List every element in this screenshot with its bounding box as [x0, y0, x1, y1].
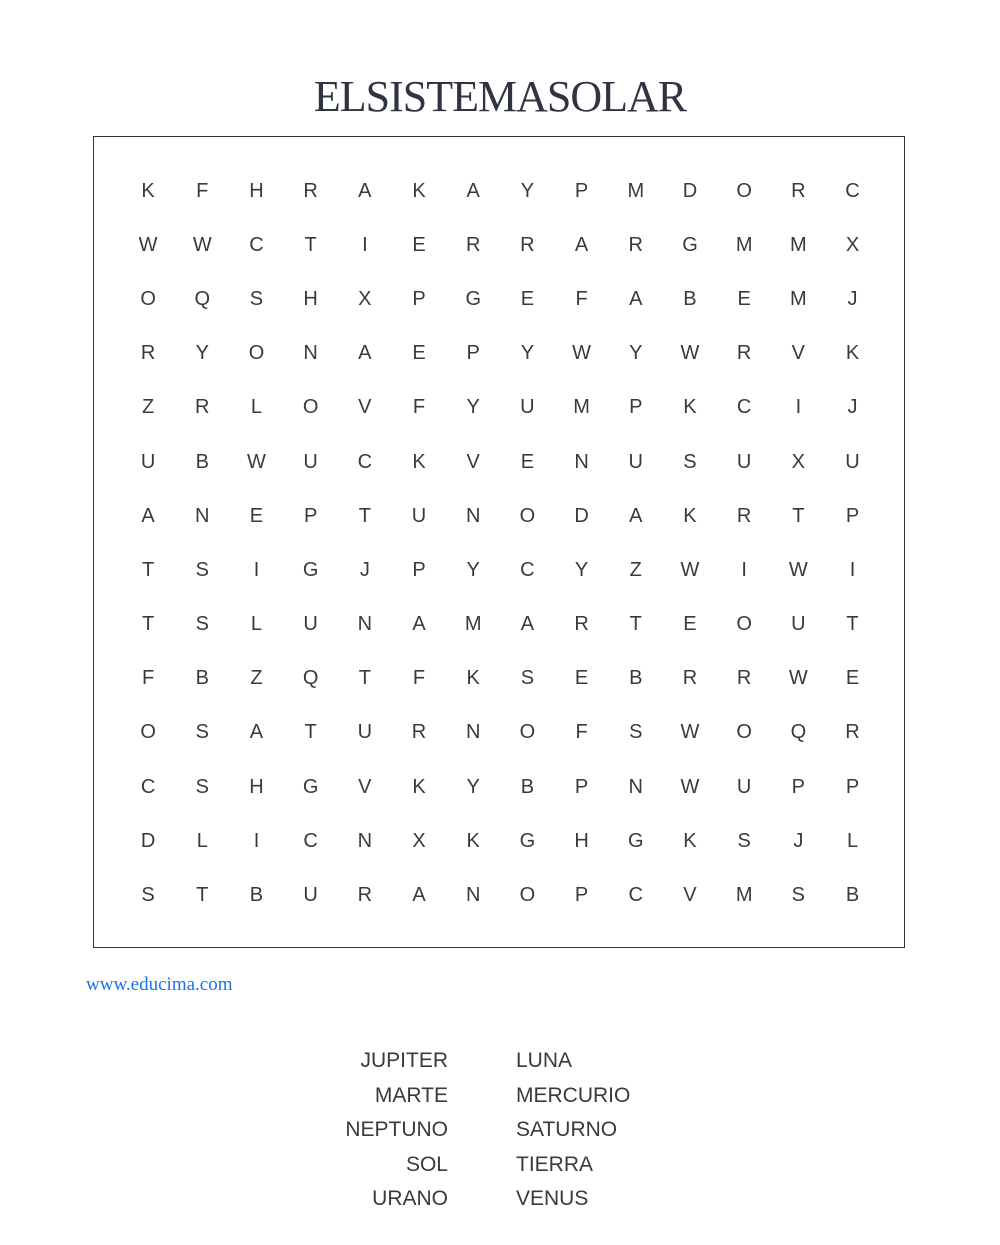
grid-letter: A [629, 287, 643, 310]
grid-letter: E [412, 342, 426, 365]
grid-letter: C [140, 775, 156, 798]
grid-letter: M [735, 884, 753, 907]
grid-letter: S [249, 287, 264, 310]
grid-letter: I [362, 233, 368, 256]
grid-letter: P [574, 884, 589, 907]
grid-letter: U [303, 613, 318, 636]
grid-letter: E [845, 667, 860, 690]
grid-letter: S [195, 558, 209, 581]
grid-letter: K [412, 450, 426, 473]
grid-letter: P [845, 504, 860, 527]
grid-letter: T [196, 884, 209, 907]
grid-letter: U [411, 504, 427, 527]
word-list-item: URANO [372, 1187, 448, 1211]
grid-letter: B [520, 775, 535, 798]
grid-letter: S [195, 721, 209, 744]
grid-letter: R [195, 396, 210, 419]
grid-letter: O [248, 342, 265, 365]
grid-letter: D [574, 504, 589, 527]
grid-letter: D [140, 829, 156, 852]
grid-letter: R [845, 721, 860, 744]
grid-letter: E [737, 287, 751, 310]
grid-letter: M [790, 287, 807, 310]
grid-letter: C [628, 884, 643, 907]
grid-letter: H [303, 287, 318, 310]
grid-letter: Y [629, 342, 643, 365]
grid-letter: A [358, 342, 372, 365]
grid-letter: J [847, 287, 858, 310]
grid-letter: I [795, 396, 802, 419]
grid-letter: A [574, 233, 589, 256]
grid-letter: E [520, 450, 535, 473]
word-list-item: NEPTUNO [345, 1118, 448, 1142]
word-list-item: TIERRA [516, 1152, 594, 1176]
grid-letter: W [680, 342, 700, 365]
grid-letter: F [575, 287, 588, 310]
grid-letter: R [791, 179, 806, 202]
grid-letter: Y [520, 342, 535, 365]
grid-letter: A [249, 721, 264, 744]
grid-letter: A [466, 179, 480, 202]
grid-letter: O [302, 396, 319, 419]
grid-letter: W [572, 342, 592, 365]
grid-letter: P [412, 287, 426, 310]
grid-letter: U [736, 775, 752, 798]
grid-letter: B [683, 287, 697, 310]
grid-letter: F [412, 667, 426, 690]
grid-letter: M [573, 396, 590, 419]
grid-letter: J [359, 558, 370, 581]
grid-letter: S [195, 613, 209, 636]
word-list-item: JUPITER [360, 1049, 448, 1072]
grid-letter: P [845, 775, 860, 798]
grid-letter: C [736, 396, 752, 419]
grid-letter: J [847, 396, 858, 419]
grid-letter: N [195, 504, 210, 527]
grid-letter: G [682, 233, 698, 256]
grid-letter: U [357, 721, 373, 744]
grid-letter: W [788, 667, 808, 690]
grid-letter: Y [574, 558, 589, 581]
grid-letter: A [141, 504, 155, 527]
grid-letter: V [683, 884, 697, 907]
grid-letter: N [465, 721, 481, 744]
grid-letter: T [304, 233, 317, 256]
grid-letter: T [141, 558, 155, 581]
grid-letter: M [464, 613, 482, 636]
grid-letter: Q [302, 667, 319, 690]
grid-letter: A [412, 613, 426, 636]
grid-letter: A [629, 504, 643, 527]
grid-letter: I [849, 558, 856, 581]
grid-letter: N [303, 342, 318, 365]
grid-letter: O [519, 721, 536, 744]
grid-letter: K [683, 396, 697, 419]
grid-letter: O [736, 721, 752, 744]
grid-letter: N [574, 450, 589, 473]
grid-letter: T [792, 504, 805, 527]
grid-letter: P [466, 342, 480, 365]
grid-letter: Z [141, 396, 155, 419]
grid-letter: T [629, 613, 642, 636]
grid-letter: E [520, 287, 535, 310]
grid-letter: Y [520, 179, 535, 202]
grid-letter: L [250, 396, 263, 419]
grid-letter: Y [466, 775, 480, 798]
word-search-grid [93, 136, 905, 948]
grid-letter: L [250, 613, 263, 636]
grid-letter: U [520, 396, 535, 419]
grid-letter: B [195, 667, 209, 690]
grid-letter: B [845, 884, 860, 907]
grid-letter: O [519, 884, 536, 907]
grid-letter: I [253, 558, 260, 581]
grid-letter: S [141, 884, 155, 907]
grid-letter: X [845, 233, 860, 256]
grid-letter: V [791, 342, 806, 365]
grid-letter: G [302, 558, 319, 581]
grid-letter: C [520, 558, 535, 581]
word-list-item: SATURNO [516, 1118, 618, 1142]
grid-letter: K [683, 504, 697, 527]
grid-letter: D [682, 179, 698, 202]
grid-letter: H [249, 179, 264, 202]
grid-letter: B [249, 884, 264, 907]
grid-letter: T [304, 721, 317, 744]
grid-letter: S [791, 884, 806, 907]
grid-letter: T [141, 613, 155, 636]
grid-letter: U [303, 450, 318, 473]
grid-letter: O [736, 179, 752, 202]
grid-letter: R [682, 667, 698, 690]
grid-letter: K [845, 342, 860, 365]
grid-letter: G [519, 829, 536, 852]
grid-letter: M [627, 179, 645, 202]
grid-letter: S [683, 450, 697, 473]
grid-letter: P [574, 775, 589, 798]
grid-letter: R [628, 233, 643, 256]
word-list-item: LUNA [516, 1049, 573, 1072]
grid-letter: O [736, 613, 752, 636]
grid-letter: O [519, 504, 536, 527]
grid-letter: U [140, 450, 156, 473]
grid-letter: G [628, 829, 644, 852]
grid-letter: J [793, 829, 804, 852]
grid-letter: W [138, 233, 158, 256]
word-list-item: VENUS [516, 1187, 589, 1211]
grid-letter: Y [195, 342, 209, 365]
grid-letter: P [791, 775, 806, 798]
page-title: ELSISTEMASOLAR [313, 72, 687, 121]
grid-letter: G [302, 775, 319, 798]
grid-letter: W [788, 558, 808, 581]
grid-letter: S [195, 775, 209, 798]
grid-letter: K [412, 775, 426, 798]
grid-letter: S [629, 721, 643, 744]
grid-letter: V [358, 775, 372, 798]
grid-letter: W [680, 558, 700, 581]
grid-letter: U [736, 450, 752, 473]
grid-letter: I [741, 558, 747, 581]
grid-letter: Y [466, 396, 480, 419]
grid-letter: L [846, 829, 859, 852]
word-list-item: SOL [405, 1152, 448, 1176]
grid-letter: R [140, 342, 156, 365]
grid-letter: U [791, 613, 806, 636]
grid-letter: K [466, 829, 480, 852]
grid-letter: X [791, 450, 806, 473]
word-list-left-column [345, 1044, 448, 1217]
grid-letter: U [845, 450, 860, 473]
grid-letter: R [411, 721, 427, 744]
grid-letter: Q [194, 287, 211, 310]
grid-letter: X [412, 829, 426, 852]
grid-letter: N [357, 613, 373, 636]
grid-letter: A [412, 884, 426, 907]
grid-letter: V [358, 396, 372, 419]
grid-letter: S [520, 667, 535, 690]
grid-letter: Z [250, 667, 263, 690]
grid-letter: F [412, 396, 426, 419]
grid-letter: R [736, 667, 752, 690]
grid-letter: K [466, 667, 480, 690]
grid-letter: N [357, 829, 373, 852]
grid-letter: Q [790, 721, 807, 744]
grid-letter: U [628, 450, 643, 473]
grid-letter: A [358, 179, 372, 202]
grid-letter: K [683, 829, 697, 852]
grid-letter: P [574, 179, 589, 202]
word-list-item: MERCURIO [516, 1083, 631, 1107]
grid-letter: I [253, 829, 260, 852]
grid-letter: F [575, 721, 588, 744]
grid-letter: E [574, 667, 589, 690]
grid-letter: Y [466, 558, 480, 581]
grid-letter: R [736, 342, 752, 365]
grid-letter: R [574, 613, 589, 636]
grid-letter: Z [629, 558, 642, 581]
grid-letter: M [790, 233, 807, 256]
grid-letter: W [247, 450, 266, 473]
grid-letter: E [249, 504, 264, 527]
grid-letter: F [141, 667, 155, 690]
grid-letter: R [357, 884, 373, 907]
grid-letter: T [358, 667, 371, 690]
grid-letter: C [249, 233, 264, 256]
grid-letter: W [680, 721, 700, 744]
grid-letter: P [303, 504, 318, 527]
grid-letter: E [683, 613, 697, 636]
grid-letter: N [465, 504, 481, 527]
grid-letter: T [846, 613, 859, 636]
grid-letter: W [192, 233, 212, 256]
grid-letter: L [196, 829, 208, 852]
grid-letter: R [736, 504, 752, 527]
grid-letter: C [845, 179, 860, 202]
grid-letter: H [574, 829, 589, 852]
grid-letter: W [680, 775, 700, 798]
grid-letter: K [141, 179, 155, 202]
grid-letter: U [303, 884, 318, 907]
educima-link[interactable]: www.educima.com [86, 974, 233, 995]
grid-letter: C [303, 829, 318, 852]
grid-letter: V [466, 450, 480, 473]
letter-grid [121, 164, 880, 923]
grid-letter: R [520, 233, 535, 256]
grid-letter: B [195, 450, 209, 473]
grid-letter: N [628, 775, 643, 798]
grid-letter: S [737, 829, 751, 852]
grid-letter: K [412, 179, 426, 202]
grid-letter: P [412, 558, 426, 581]
grid-letter: H [249, 775, 264, 798]
grid-letter: G [465, 287, 481, 310]
grid-letter: X [358, 287, 372, 310]
grid-letter: F [196, 179, 209, 202]
grid-letter: C [357, 450, 373, 473]
grid-letter: A [520, 613, 535, 636]
word-list-item: MARTE [374, 1083, 448, 1107]
grid-letter: M [735, 233, 753, 256]
grid-letter: B [629, 667, 643, 690]
grid-letter: O [140, 287, 156, 310]
grid-letter: E [412, 233, 426, 256]
grid-letter: R [303, 179, 318, 202]
grid-letter: R [465, 233, 481, 256]
grid-letter: O [140, 721, 156, 744]
grid-letter: N [465, 884, 481, 907]
grid-letter: P [629, 396, 643, 419]
word-list-right-column [516, 1044, 630, 1217]
grid-letter: T [358, 504, 371, 527]
